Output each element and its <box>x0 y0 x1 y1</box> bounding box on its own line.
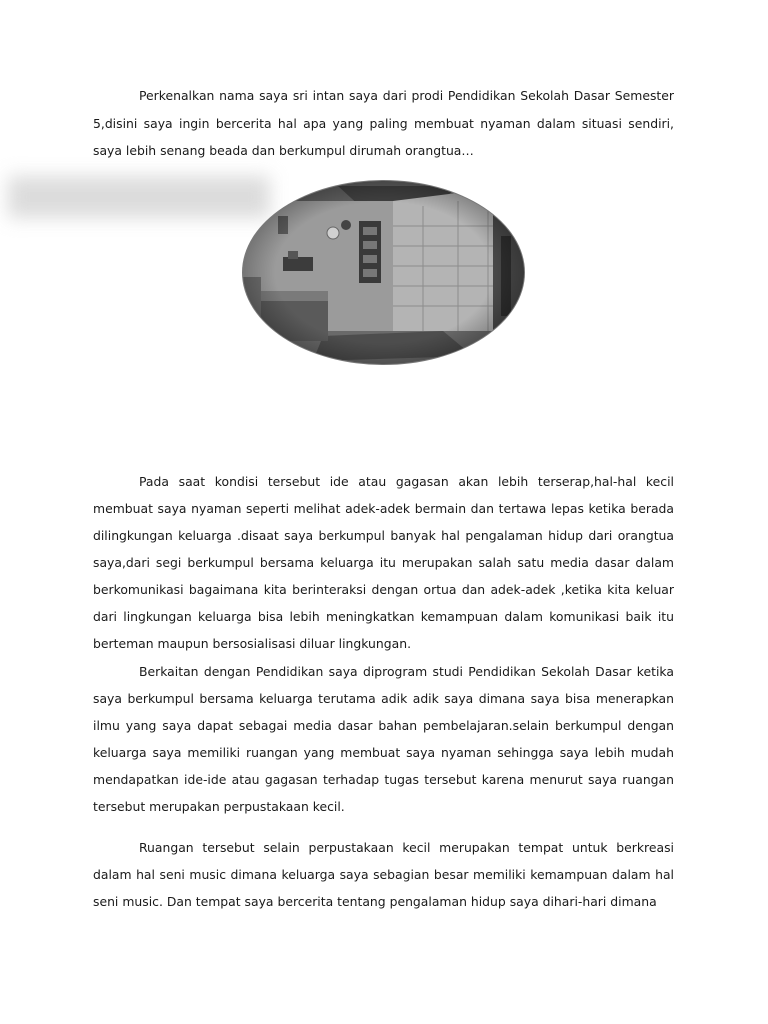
room-photo-illustration <box>243 181 524 364</box>
paragraph-intro: Perkenalkan nama saya sri intan saya dari prodi Pendidikan Sekolah Dasar Semester 5,disini saya ingin bercerita hal apa yang paling membuat nyaman dalam situasi sendiri, saya lebih senang beada dan berkumpul dirumah orangtua… <box>93 88 674 158</box>
paragraph-room: Ruangan tersebut selain perpustakaan kecil merupakan tempat untuk berkreasi dalam hal seni music dimana keluarga saya sebagian besar memiliki kemampuan dalam hal seni music. Dan tempat saya bercerita tentang pengalaman hidup saya dihari-hari dimana <box>93 840 674 909</box>
paragraph-family: Pada saat kondisi tersebut ide atau gagasan akan lebih terserap,hal-hal kecil membuat saya nyaman seperti melihat adek-adek bermain dan tertawa lepas ketika berada dilingkungan keluarga .disaat saya berkumpul banyak hal pengalaman hidup dari orangtua saya,dari segi berkumpul bersama keluarga itu merupakan salah satu media dasar dalam berkomunikasi bagaimana kita berinteraksi dengan ortua dan adek-adek ,ketika kita keluar dari lingkungan keluarga bisa lebih meningkatkan kemampuan dalam komunikasi baik itu berteman maupun bersosialisasi diluar lingkungan. <box>93 474 674 651</box>
paragraph-education: Berkaitan dengan Pendidikan saya diprogram studi Pendidikan Sekolah Dasar ketika saya berkumpul bersama keluarga terutama adik adik saya dimana saya bisa menerapkan ilmu yang saya dapat sebagai media dasar bahan pembelajaran.selain berkumpul dengan keluarga saya memiliki ruangan yang membuat saya nyaman sehingga saya lebih mudah mendapatkan ide-ide atau gagasan terhadap tugas tersebut karena menurut saya ruangan tersebut merupakan perpustakaan kecil. <box>93 664 674 814</box>
room-photo <box>243 181 524 364</box>
blurred-region <box>8 176 270 218</box>
